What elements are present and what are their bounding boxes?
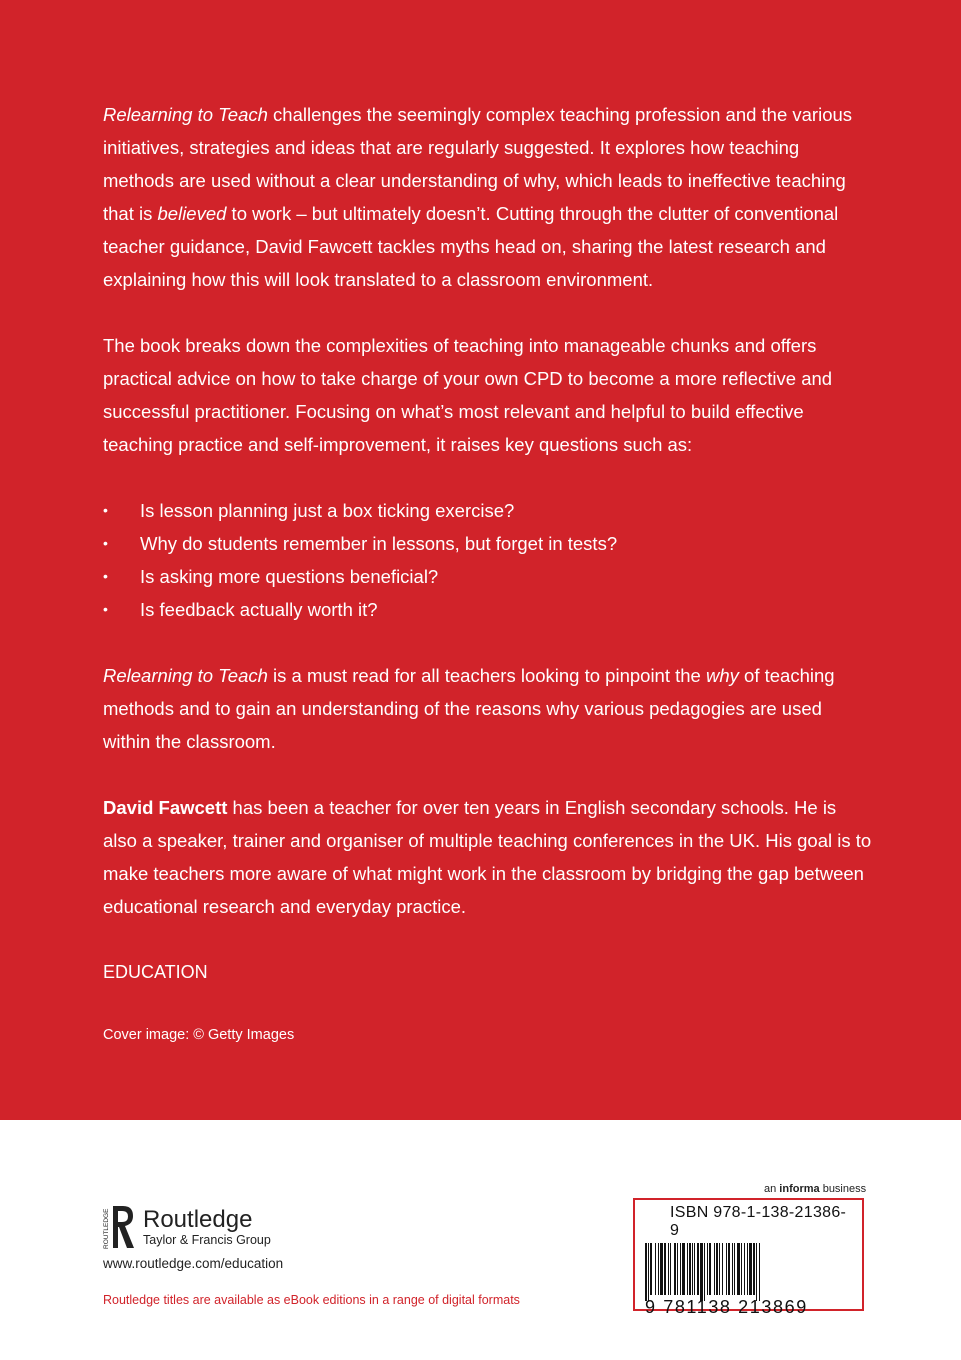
blurb-paragraph-3: Relearning to Teach is a must read for all teachers looking to pinpoint the why of teaching methods and to gain an understanding of the reasons why various pedagogies are used within the classroom. — [103, 665, 835, 752]
blurb-paragraph-2: The book breaks down the complexities of teaching into manageable chunks and offers practical advice on how to take charge of your own CPD to become a more reflective and successful practitioner. Focusing on what’s most relevant and helpful to build effective teaching practice and self-improvement, it raises key questions such as: — [103, 335, 833, 455]
list-item: • Why do students remember in lessons, but forget in tests? — [103, 527, 873, 560]
subject-category: EDUCATION — [103, 962, 208, 982]
author-bio: David Fawcett has been a teacher for over ten years in English secondary schools. He is also a speaker, trainer and organiser of multiple teaching conferences in the UK. His goal is to make teachers more aware of what might work in the classroom by bridging the gap between educational research and everyday practice. — [103, 797, 872, 917]
list-item: • Is feedback actually worth it? — [103, 593, 873, 626]
blurb-paragraph-1: Relearning to Teach challenges the seemingly complex teaching profession and the various initiatives, strategies and ideas that are regularly suggested. It explores how teaching methods are used without a clear understanding of why, which leads to ineffective teaching that is believed to work – but ultimately doesn’t. Cutting through the clutter of conventional teacher guidance, David Fawcett tackles myths head on, sharing the latest research and explaining how this will look translated to a classroom environment. — [103, 104, 853, 290]
list-item: • Is lesson planning just a box ticking exercise? — [103, 494, 873, 527]
publisher-website[interactable]: www.routledge.com/education — [103, 1256, 284, 1271]
routledge-r-icon — [103, 1204, 135, 1250]
cover-image-credit: Cover image: © Getty Images — [103, 1027, 295, 1043]
blurb — [103, 98, 873, 1052]
ebook-note: Routledge titles are available as eBook editions in a range of digital formats — [103, 1293, 520, 1307]
book-title: Relearning to Teach — [103, 104, 268, 125]
publisher-name: Routledge — [143, 1206, 253, 1233]
questions-list — [103, 494, 873, 626]
informa-business-tag: an informa business — [764, 1183, 867, 1195]
isbn-barcode — [633, 1198, 864, 1317]
routledge-logo — [103, 1204, 271, 1250]
list-item: • Is asking more questions beneficial? — [103, 560, 873, 593]
logo-side-text: ROUTLEDGE — [103, 1208, 110, 1249]
barcode-bars — [645, 1243, 852, 1301]
book-title: Relearning to Teach — [103, 665, 268, 686]
barcode-digits: 9 781138 213869 — [645, 1297, 808, 1317]
publisher-group: Taylor & Francis Group — [143, 1233, 271, 1247]
author-name: David Fawcett — [103, 797, 228, 818]
isbn-label: ISBN 978-1-138-21386-9 — [670, 1204, 847, 1239]
